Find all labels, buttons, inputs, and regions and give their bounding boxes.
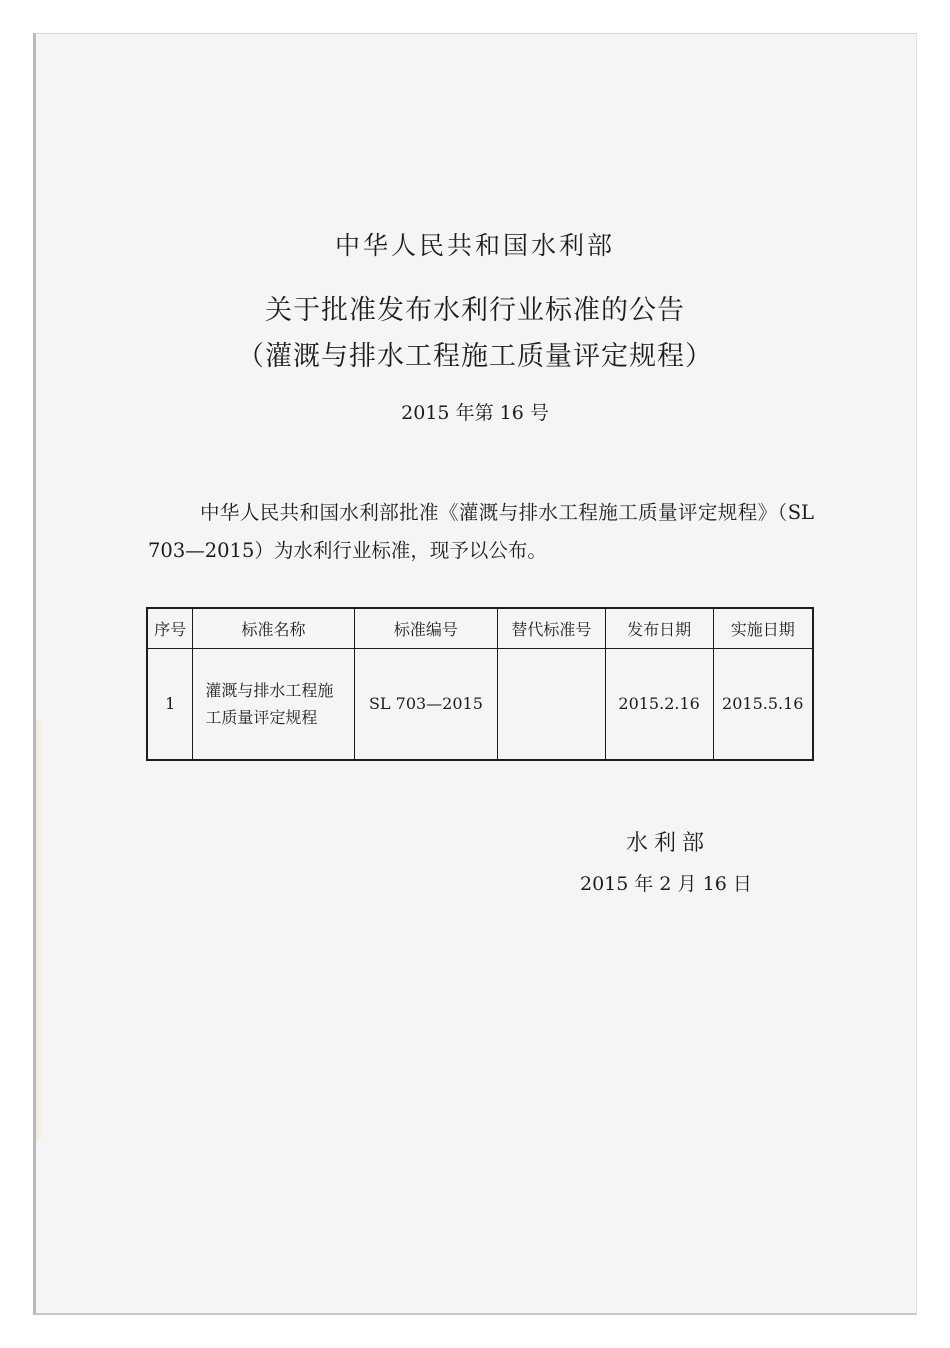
notice-body: 中华人民共和国水利部批准《灌溉与排水工程施工质量评定规程》（SL 703—2015）为水利行业标准，现予以公布。 [148,501,814,562]
document-number: 2015 年第 16 号 [401,402,549,424]
cell-name: 灌溉与排水工程施工质量评定规程 [193,648,354,760]
paper-edge-strip [36,720,42,1140]
header-no: 序号 [147,608,193,648]
issuer-signature: 水利部 [626,831,711,856]
header-release-date: 发布日期 [605,608,713,648]
cell-effective-date: 2015.5.16 [713,648,813,760]
header-code: 标准编号 [354,608,497,648]
cell-no: 1 [147,648,193,760]
header-effective-date: 实施日期 [713,608,813,648]
table-row [147,648,813,760]
ministry-heading: 中华人民共和国水利部 [334,231,615,260]
signature-date: 2015 年 2 月 16 日 [580,873,752,895]
cell-release-date: 2015.2.16 [605,648,713,760]
header-name: 标准名称 [193,608,354,648]
table-header-row [147,608,813,648]
header-replaces: 替代标准号 [498,608,606,648]
cell-code: SL 703—2015 [354,648,497,760]
notice-subtitle: （灌溉与排水工程施工质量评定规程） [237,341,713,372]
cell-replaces [498,648,606,760]
notice-title: 关于批准发布水利行业标准的公告 [265,295,685,326]
standards-table [146,607,814,761]
